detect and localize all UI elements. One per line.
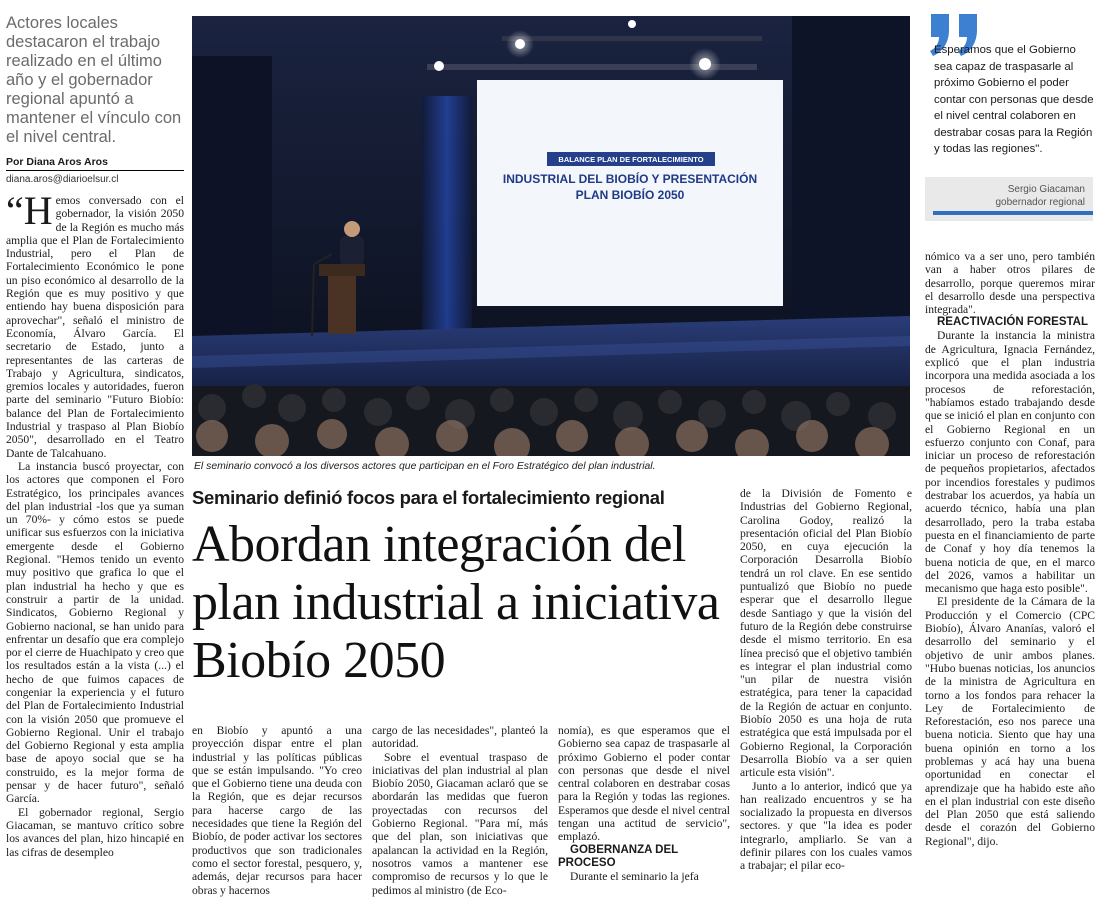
article-photo — [192, 16, 910, 456]
paragraph: “Hemos conversado con el gobernador, la visión 2050 de la Región es mucho más amplia que el Plan de Fortalecimiento Industrial, pero el Plan de Fortalecimiento Económico le pone un piso económico al desarrollo de la Región que es muy positivo y que entiendo hay buena disposición para aprovechar", señaló el ministro de Economía, Álvaro García. El secretario de Estado, junto a representantes de las carteras de Trabajo y Agricultura, sindicatos, gremios locales y autoridades, fueron parte del seminario "Futuro Biobío: balance del Plan de Fortalecimiento Industrial y traspaso al Plan Biobío 2050", desarrollado en el Teatro Dante de Talcahuano. — [6, 194, 184, 460]
screen-title-line-1: INDUSTRIAL DEL BIOBÍO Y PRESENTACIÓN — [502, 172, 758, 186]
paragraph: El presidente de la Cámara de la Producción y el Comercio (CPC Biobío), Álvaro Ananías, valoró el desarrollo del seminario y el objetivo de unir ambos planes. "Hubo buenas noticias, los anuncios de la ministra de Agricultura en torno a los fondos para rehacer la Ley de Fortalecimiento de Reforestación, eso nos parece una buena noticia. Siento que hay una buena opinión en torno a los problemas y acá hay una buena oportunidad en conectar el aprendizaje que ha habido este año en el plan industrial con este diseño del Plan 2050 que está saliendo desde el corazón del Gobierno Regional", dijo. — [925, 595, 1095, 848]
pull-quote: Esperamos que el Gobierno sea capaz de traspasarle al próximo Gobierno el poder contar con personas que desde el nivel central colaboren en destrabar cosas para la Región y todas las regiones". — [934, 44, 1094, 155]
screen-tag: BALANCE PLAN DE FORTALECIMIENTO — [558, 155, 704, 164]
paragraph: nomía), es que esperamos que el Gobierno sea capaz de traspasarle al próximo Gobierno el poder contar con personas que desde el nivel central colaboren en destrabar cosas para la Región y todas las regiones. Esperamos que desde el nivel central tengan una actitud de servicio", emplazó. — [558, 724, 730, 844]
author-name: Por Diana Aros Aros — [6, 156, 184, 171]
paragraph: Durante la instancia la ministra de Agricultura, Ignacia Fernández, explicó que el plan industria incorpora una medida asociada a los procesos de reforestación, "habíamos estado trabajando desde que se inició el plan en conjunto con el Gobierno Regional en un esfuerzo conjunto con Conaf, para iniciar un proceso de reforestación de pequeños propietarios, afectados por incendios forestales y pudimos destrabar los acuerdos, ya había un acuerdo técnico, había una plan desarrollado, pero la traba estaba puesta en el financiamiento de parte de Conaf y hoy día tenemos la buena noticia de que, en el marco del 2026, vamos a habilitar un mecanismo que haga esto posible". — [925, 329, 1095, 596]
byline — [6, 156, 184, 186]
paragraph: cargo de las necesidades", planteó la autoridad. — [372, 724, 548, 751]
paragraph: Durante el seminario la jefa — [570, 869, 699, 883]
body-column-6 — [925, 250, 1095, 915]
body-column-2 — [192, 724, 362, 914]
headline: Abordan integración del plan industrial a iniciativa Biobío 2050 — [192, 516, 720, 689]
paragraph: nómico va a ser uno, pero también van a haber otros pilares de desarrollo, porque queremos mirar el desarrollo desde una perspectiva integrada". — [925, 250, 1095, 317]
body-column-3 — [372, 724, 548, 914]
author-email[interactable]: diana.aros@diarioelsur.cl — [6, 174, 119, 185]
quote-author-name: Sergio Giacaman — [1007, 184, 1085, 195]
screen-title-line-2: PLAN BIOBÍO 2050 — [575, 188, 685, 202]
section-subhead: REACTIVACIÓN FORESTAL — [937, 316, 1088, 329]
body-column-5 — [740, 487, 912, 915]
paragraph: Junto a lo anterior, indicó que ya han realizado encuentros y se ha socializado la propuesta en diversos sectores. y que "la idea es poder integrarlo, ampliarlo. Se van a definir pilares con los cuales vamos a trabajar; el pilar eco- — [740, 779, 912, 873]
paragraph: Sobre el eventual traspaso de iniciativas del plan industrial al plan Biobío 2050, Giacaman aclaró que se abordarán las medidas que fueron proyectadas con recursos del Gobierno Regional. "Para mí, más que del plan, son iniciativas que apalancan la actividad en la Región, nosotros vamos a mantener ese compromiso de recursos y lo que le pedimos al ministro (de Eco- — [372, 750, 548, 897]
quote-author-role: gobernador regional — [995, 197, 1085, 208]
section-subhead: GOBERNANZA DEL PROCESO — [558, 843, 678, 869]
quote-accent-bar — [933, 211, 1093, 215]
paragraph: en Biobío y apuntó a una proyección dispar entre el plan industrial y las políticas públicas que se están impulsando. "Yo creo que el Gobierno tiene una deuda con la Región, que es dejar recursos para hacerse cargo de las necesidades que tiene la Región del Biobío, de poder activar los sectores productivos que son tradicionales como el sector forestal, pesquero, y, además, dejar recursos para hacer obras y hacernos — [192, 724, 362, 897]
kicker: Seminario definió focos para el fortalecimiento regional — [192, 487, 665, 508]
body-column-4 — [558, 724, 730, 914]
photo-caption: El seminario convocó a los diversos actores que participan en el Foro Estratégico del plan industrial. — [194, 461, 656, 472]
paragraph: El gobernador regional, Sergio Giacaman, se mantuvo crítico sobre los avances del plan, hizo hincapié en las cifras de desempleo — [6, 805, 184, 859]
paragraph: La instancia buscó proyectar, con los actores que componen el Foro Estratégico, los principales avances del plan industrial -los que ya suman un 70%- y cómo estos se puede unificar sus esfuerzos con la iniciativa emergente desde el Gobierno Regional. "Hemos tenido un evento muy positivo que grafica lo que el plan industrial ha hecho y que es construir a partir de la unidad. Sindicatos, Gobierno Regional y Gobierno nacional, se han unido para enfrentar un desafío que era complejo por el cierre de Huachipato y creo que los resultados están a la vista (...) el hecho de que fuimos capaces de congeniar la experiencia y el futuro del Plan de Fortalecimiento Industrial con la visión 2050 que promueve el Gobierno Regional. Unir el trabajo del Gobierno Regional y esta amplia base de apoyo social que se ha construido, es la mejor forma de pensar y de hacer futuro", señaló García. — [6, 459, 184, 806]
dropcap: “H — [6, 194, 53, 233]
body-column-1 — [6, 194, 184, 914]
paragraph: de la División de Fomento e Industrias del Gobierno Regional, Carolina Godoy, realizó la presentación oficial del Plan Biobío 2050, en cuya ejecución la Corporación Desarrolla Biobío tendrá un rol clave. En ese sentido puntualizó que Biobío no puede esperar que el desarrollo llegue desde Santiago y que la visión del futuro de la Región debe construirse desde el mismo territorio. En esa línea precisó que el objetivo también es integrar el plan industrial como "un pilar de nuestra visión estratégica, para tener la capacidad de la Región de actuar en conjunto. Biobío 2050 es una hoja de ruta estratégica que está impulsada por el Gobierno Regional, la Corporación Desarrolla Biobío va a ser quien articule esta visión". — [740, 487, 912, 780]
article-lead: Actores locales destacaron el trabajo realizado en el último año y el gobernador regional apuntó a mantener el vínculo con el nivel central. — [6, 14, 182, 146]
